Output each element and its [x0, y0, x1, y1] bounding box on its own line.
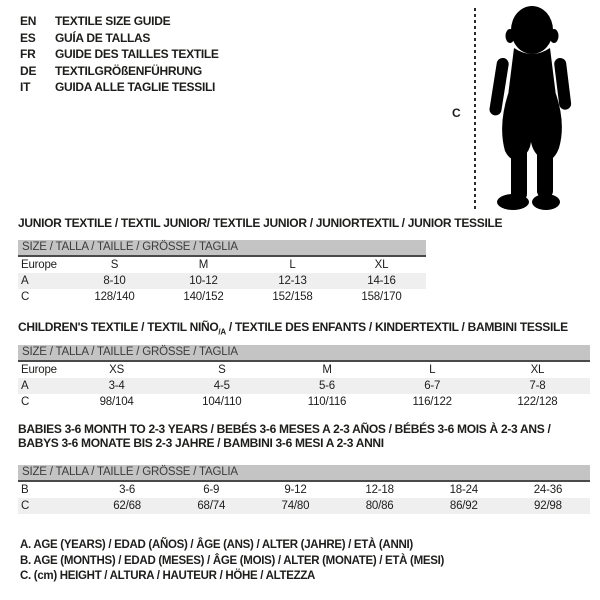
title-line: BABIES 3-6 MONTH TO 2-3 YEARS / BEBÉS 3-6 MESES A 2-3 AÑOS / BÉBÉS 3-6 MOIS À 2-3 ANS / [18, 422, 551, 436]
cell: 86/92 [449, 500, 478, 512]
cell: 128/140 [94, 291, 135, 303]
junior-table-title: JUNIOR TEXTILE / TEXTIL JUNIOR/ TEXTILE JUNIOR / JUNIORTEXTIL / JUNIOR TESSILE [18, 216, 503, 230]
children-table [18, 345, 590, 410]
cell: 5-6 [318, 380, 336, 392]
cell: 3-6 [119, 484, 136, 496]
row-label: C [21, 291, 30, 303]
language-code: EN [20, 14, 37, 29]
cell: 18-24 [449, 484, 478, 496]
cell: 6-9 [203, 484, 220, 496]
cell: 104/110 [202, 396, 242, 408]
table-row-age [18, 273, 426, 289]
language-list [20, 13, 219, 96]
junior-table [18, 240, 426, 305]
babies-table [18, 465, 590, 514]
cell: S [110, 259, 119, 271]
language-title: GUIDE DES TAILLES TEXTILE [55, 47, 219, 62]
cell: S [218, 364, 226, 376]
cell: 92/98 [534, 500, 562, 512]
cell: 7-8 [529, 380, 546, 392]
note-age-months: B. AGE (MONTHS) / EDAD (MESES) / ÂGE (MOIS) / ALTER (MONATE) / ETÀ (MESI) [20, 554, 445, 567]
row-label: Europe [21, 259, 57, 271]
cell: 158/170 [361, 291, 402, 303]
cell: M [322, 364, 332, 376]
cell: 4-5 [213, 380, 230, 392]
row-label: A [21, 380, 29, 392]
language-title: TEXTILGRÖßENFÜHRUNG [55, 63, 202, 78]
cell: M [198, 259, 209, 271]
cell: 140/152 [183, 291, 224, 303]
note-age-years: A. AGE (YEARS) / EDAD (AÑOS) / ÂGE (ANS) / ALTER (JAHRE) / ETÀ (ANNI) [20, 539, 413, 551]
title-part: CHILDREN'S TEXTILE / TEXTIL NIÑO [18, 320, 219, 334]
size-header: SIZE / TALLA / TAILLE / GRÖSSE / TAGLIA [18, 345, 590, 362]
height-measure-label: C [452, 106, 461, 120]
language-code: IT [20, 80, 31, 95]
language-row-es [20, 30, 219, 47]
legend-notes [20, 538, 444, 585]
cell: 24-36 [533, 484, 563, 496]
language-row-de [20, 63, 219, 80]
cell: 12-13 [278, 275, 307, 287]
row-label: B [21, 484, 29, 496]
cell: 10-12 [189, 275, 218, 287]
language-code: ES [20, 30, 36, 45]
size-header: SIZE / TALLA / TAILLE / GRÖSSE / TAGLIA [18, 240, 426, 257]
cell: 12-18 [365, 484, 394, 496]
cell: L [289, 259, 296, 271]
cell: 6-7 [424, 380, 441, 392]
language-title: TEXTILE SIZE GUIDE [55, 14, 171, 29]
cell: 122/128 [517, 396, 558, 408]
table-row-europe [18, 362, 590, 378]
title-subscript: /A [218, 327, 226, 337]
size-header: SIZE / TALLA / TAILLE / GRÖSSE / TAGLIA [18, 465, 590, 482]
cell: 9-12 [284, 484, 307, 496]
cell: L [429, 364, 436, 376]
children-table-title [18, 320, 568, 336]
title-line: BABYS 3-6 MONATE BIS 2-3 JAHRE / BAMBINI 3-6 MESI A 2-3 ANNI [18, 436, 384, 450]
cell: 152/158 [272, 291, 313, 303]
language-row-fr [20, 46, 219, 63]
cell: 80/86 [365, 500, 394, 512]
row-label: Europe [21, 364, 57, 376]
table-row-height [18, 289, 426, 305]
cell: 68/74 [197, 500, 226, 512]
language-title: GUÍA DE TALLAS [55, 30, 151, 45]
cell: 116/122 [412, 396, 452, 408]
cell: 62/68 [113, 500, 141, 512]
cell: 8-10 [103, 275, 126, 287]
cell: 14-16 [367, 275, 396, 287]
cell: XL [374, 259, 389, 271]
language-title: GUIDA ALLE TAGLIE TESSILI [55, 80, 216, 95]
row-label: C [21, 396, 30, 408]
language-row-it [20, 79, 219, 96]
row-label: C [21, 500, 30, 512]
height-dashed-line [474, 8, 476, 209]
language-code: DE [20, 63, 37, 78]
cell: XL [530, 364, 545, 376]
babies-table-title [18, 422, 550, 450]
cell: 74/80 [281, 500, 310, 512]
cell: 98/104 [99, 396, 134, 408]
note-height-cm: C. (cm) HEIGHT / ALTURA / HAUTEUR / HÖHE / ALTEZZA [20, 570, 316, 583]
title-part: / TEXTILE DES ENFANTS / KINDERTEXTIL / BAMBINI TESSILE [225, 320, 568, 334]
row-label: A [21, 275, 29, 287]
language-code: FR [20, 47, 36, 62]
table-row-age [18, 378, 590, 394]
cell: 110/116 [307, 396, 347, 408]
baby-silhouette [481, 4, 581, 212]
language-row-en [20, 13, 219, 30]
table-row-europe [18, 257, 426, 273]
table-row-height [18, 498, 590, 514]
cell: XS [109, 364, 125, 376]
table-row-height [18, 394, 590, 410]
table-row-months [18, 482, 590, 498]
cell: 3-4 [108, 380, 125, 392]
